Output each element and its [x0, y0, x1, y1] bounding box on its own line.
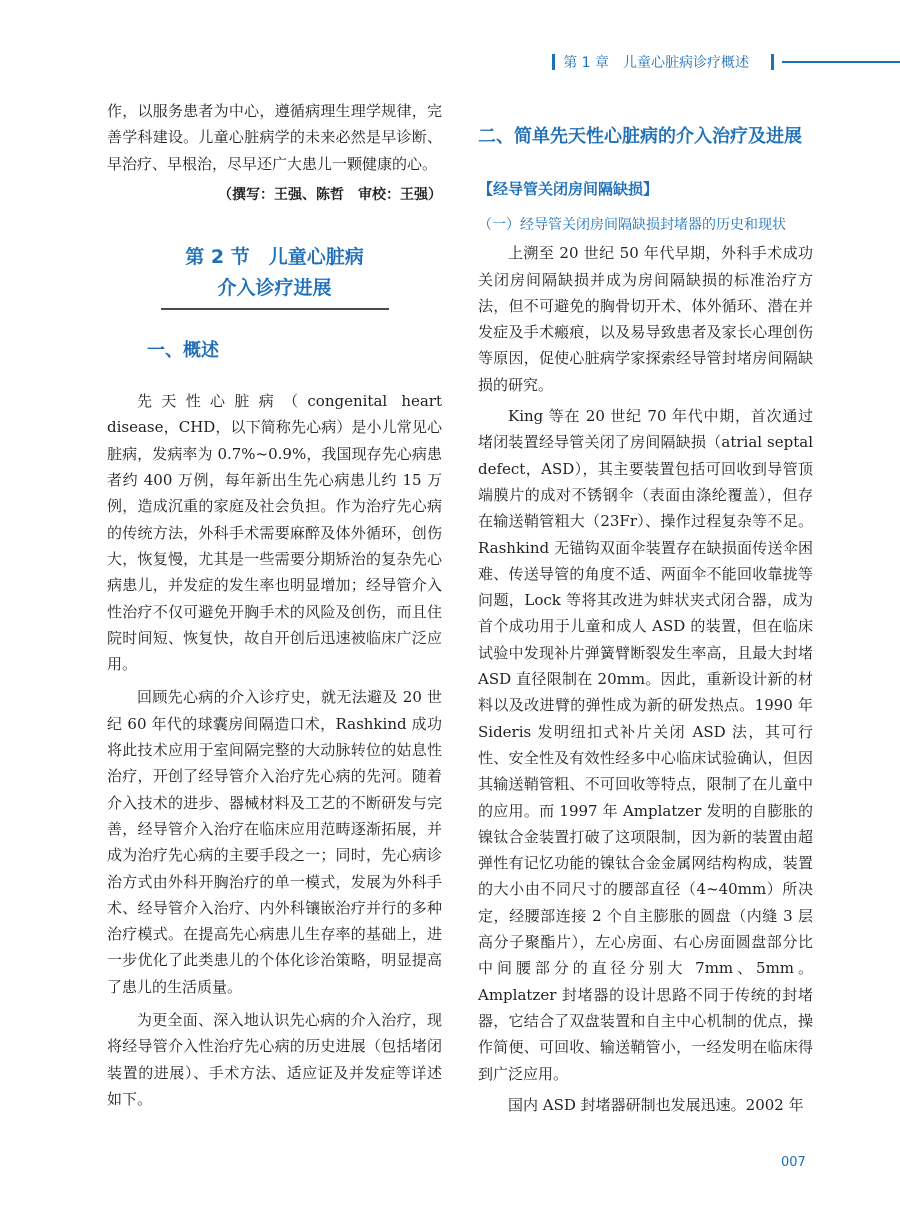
page-number: 007	[781, 1155, 806, 1170]
paragraph-summary: 为更全面、深入地认识先心病的介入治疗，现将经导管介入性治疗先心病的历史进展（包括堵闭装置的进展）、手术方法、适应证及并发症等详述如下。	[107, 1011, 442, 1108]
header-rule	[782, 61, 900, 63]
chapter-label	[563, 52, 763, 72]
section-title	[107, 242, 442, 304]
author-line: （撰写：王强、陈哲 审校：王强）	[218, 186, 442, 203]
paragraph-asd-domestic: 国内 ASD 封堵器研制也发展迅速。2002 年	[508, 1095, 804, 1114]
chapter-title: 儿童心脏病诊疗概述	[623, 55, 749, 71]
paragraph-asd-early: 上溯至 20 世纪 50 年代早期，外科手术成功关闭房间隔缺损并成为房间隔缺损的标准治疗方法，但不可避免的胸骨切开术、体外循环、潜在并发症及手术瘢痕，以及易导致患者及家长心理创伤等原因，促使心脏病学家探索经导管封堵房间隔缺损的研究。	[478, 244, 813, 394]
header-bar-left	[552, 54, 555, 70]
heading-simple-chd: 二、简单先天性心脏病的介入治疗及进展	[478, 126, 802, 147]
section-title-line-1: 第 2 节 儿童心脏病	[185, 246, 364, 269]
chapter-number: 第 1 章	[563, 55, 609, 71]
paragraph-chd-intro: 先天性心脏病（congenital heart disease，CHD，以下简称先心病）是小儿常见心脏病，发病率为 0.7%~0.9%，我国现存先心病患者约 400 万例，每年新出生先心病患儿约 15 万例，造成沉重的家庭及社会负担。作为治疗先心病的传统方法，外科手术需要麻醉及体外循环，创伤大，恢复慢，尤其是一些需要分期矫治的复杂先心病患儿，并发症的发生率也明显增加；经导管介入性治疗不仅可避免开胸手术的风险及创伤，而且住院时间短、恢复快，故自开创后迅速被临床广泛应用。	[107, 392, 442, 674]
heading-asd-history: （一）经导管关闭房间隔缺损封堵器的历史和现状	[478, 217, 786, 234]
section-title-line-2: 介入诊疗进展	[217, 277, 332, 300]
paragraph-asd-devices: King 等在 20 世纪 70 年代中期，首次通过堵闭装置经导管关闭了房间隔缺损（atrial septal defect，ASD），其主要装置包括可回收到导管顶端膜片的成对不锈钢伞（表面由涤纶覆盖），但存在输送鞘管粗大（23Fr）、操作过程复杂等不足。Rashkind 无锚钩双面伞装置存在缺损面传送伞困难、传送导管的角度不适、两面伞不能回收靠拢等问题，Lock 等将其改进为蚌状夹式闭合器，成为首个成功用于儿童和成人 ASD 的装置，但在临床试验中发现补片弹簧臂断裂发生率高，且最大封堵 ASD 直径限制在 20mm。因此，重新设计新的材料以及改进臂的弹性成为新的研发热点。1990 年 Sideris 发明纽扣式补片关闭 ASD 法，其可行性、安全性及有效性经多中心临床试验确认，但因其输送鞘管粗、不可回收等特点，限制了在儿童中的应用。而 1997 年 Amplatzer 发明的自膨胀的镍钛合金装置打破了这项限制，因为新的装置由超弹性有记忆功能的镍钛合金金属网结构构成，装置的大小由不同尺寸的腰部直径（4~40mm）所决定，经腰部连接 2 个自主膨胀的圆盘（内缝 3 层高分子聚酯片），左心房面、右心房面圆盘部分比中间腰部分的直径分别大 7mm、5mm。Amplatzer 封堵器的设计思路不同于传统的封堵器，它结合了双盘装置和自主中心机制的优点，操作简便、可回收、输送鞘管小，一经发明在临床得到广泛应用。	[478, 407, 813, 1083]
heading-overview: 一、概述	[147, 340, 219, 362]
left-column	[107, 98, 442, 1112]
running-header	[544, 52, 900, 72]
section-title-underline	[161, 308, 389, 310]
heading-asd-closure: 【经导管关闭房间隔缺损】	[478, 180, 659, 198]
header-bar-right	[771, 54, 774, 70]
continued-paragraph: 作，以服务患者为中心，遵循病理生理学规律，完善学科建设。儿童心脏病学的未来必然是早诊断、早治疗、早根治，尽早还广大患儿一颗健康的心。	[107, 102, 442, 173]
paragraph-history: 回顾先心病的介入诊疗史，就无法避及 20 世纪 60 年代的球囊房间隔造口术，Rashkind 成功将此技术应用于室间隔完整的大动脉转位的姑息性治疗，开创了经导管介入治疗先心病的先河。随着介入技术的进步、器械材料及工艺的不断研发与完善，经导管介入治疗在临床应用范畴逐渐拓展，并成为治疗先心病的主要手段之一；同时，先心病诊治方式由外科开胸治疗的单一模式，发展为外科手术、经导管介入治疗、内外科镶嵌治疗并行的多种治疗模式。在提高先心病患儿生存率的基础上，进一步优化了此类患儿的个体化诊治策略，明显提高了患儿的生活质量。	[107, 688, 442, 996]
right-column	[478, 98, 813, 1118]
